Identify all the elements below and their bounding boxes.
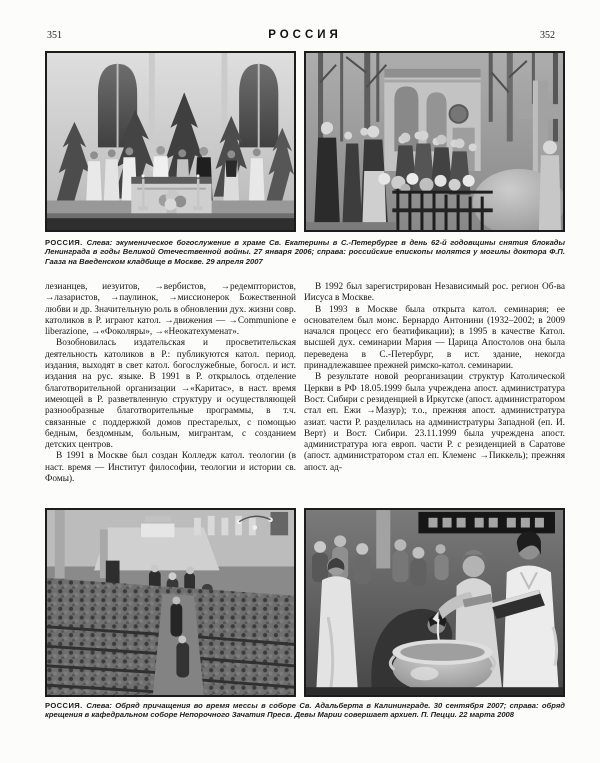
paragraph: В результате новой реорганизации структур Католической Церкви в РФ 18.05.1999 была учреждена апост. администратура Вост. Сибири с резиденцией в Иркутске (апост. администратором стал еп. Ежи →Мазур); т.о., прежняя апост. администратура азиат. части Р. разделилась на администратуры Западной (еп. И. Верт) и Вост. Сибири. 23.11.1999 была учреждена апост. администратура юга европ. части Р. с резиденцией в Саратове (апост. администратором стал еп. Клеменс →Пиккель); прежняя апост. ад- — [304, 372, 565, 473]
running-title: РОССИЯ — [268, 29, 342, 41]
photo-cemetery-prayer — [304, 51, 565, 232]
floor-shadow — [306, 687, 563, 695]
baptismal-font — [390, 640, 494, 694]
pillar — [376, 510, 390, 568]
church-service-photo — [47, 53, 294, 230]
paragraph: В 1992 был зарегистрирован Независимый рос. регион Об-ва Иисуса в Москве. — [304, 282, 565, 304]
right-column — [304, 282, 565, 485]
top-figure-row — [45, 51, 565, 232]
caption-label: РОССИЯ. — [45, 238, 87, 247]
photo-ecumenical-service — [45, 51, 296, 232]
wall-painting — [270, 512, 288, 535]
caption-text: Слева: Обряд причащения во время мессы в соборе Св. Адальберта в Калининграде. 30 сентября 2007; справа: обряд крещения в кафедральном соборе Непорочного Зачатия Пресв. Девы Марии совершает архиеп. П. Пецци. 22 марта 2008 — [45, 701, 565, 720]
left-column — [45, 282, 296, 485]
paragraph: В 1993 в Москве была открыта катол. семинария; ее основателем был монс. Бернардо Антонини (1932–2002; в 2009 начался процесс его беатификации); в 1995 в качестве Катол. высшей дух. семинарии Мария — Царица Апостолов она была переведена в С.-Петербург, в ист. здание, некогда принадлежавшее прежней римско-катол. семинарии. — [304, 304, 565, 372]
caption-text: Слева: экуменическое богослужение в храме Св. Екатерины в С.-Петербурге в день 62-й годовщины снятия блокады Ленинграда в годы Великой Отечественной войны. 27 января 2006; справа: российские епископы молятся у могилы доктора Ф.П. Гааза на Введенском кладбище в Москве. 29 апреля 2007 — [45, 238, 565, 266]
bottom-caption — [45, 701, 565, 720]
page-number-left: 351 — [47, 30, 62, 41]
ground — [306, 222, 396, 230]
paragraph: лезианцев, иезуитов, →вербистов, →редемптористов, →лазаристов, →паулинок, →миссионерок Божественной любви и др. Значительную роль в обновлении дух. жизни совр. католиков в Р. играют катол. →движения — →Communione e liberazione, →«Фоколяры», →«Неокатехуменат». — [45, 282, 296, 338]
top-caption — [45, 238, 565, 266]
cemetery-photo — [306, 53, 563, 230]
inscription-banner — [418, 512, 555, 533]
caption-label: РОССИЯ. — [45, 701, 87, 710]
photo-mass-communion — [45, 508, 296, 697]
paragraph: Возобновилась издательская и просветительская деятельность католиков в Р.: публикуются катол. период. издания, выходят в свет катол. богослужебные, богосл. и ист. издания на рус. языке. В 1991 в Р. открылось отделение благотворительной организации →«Каритас», в наст. время имеющей в Р. разветвленную структуру и осуществляющей разнообразные благотворительные программы, в т.ч. связанные с поддержкой домов престарелых, с помощью бедным, бездомным, больным, мигрантам, с созданием детских центров. — [45, 338, 296, 451]
photo-baptism — [304, 508, 565, 697]
altar-steps — [47, 213, 294, 230]
page-number-right: 352 — [540, 30, 555, 41]
paragraph: В 1991 в Москве был создан Колледж катол. теологии (в наст. время — Институт философии, теологии и истории св. Фомы). — [45, 451, 296, 485]
body-text — [45, 282, 565, 485]
page-header — [45, 27, 565, 45]
man-in-dark-coat — [314, 138, 340, 230]
bottom-figure-row — [45, 508, 565, 697]
baptism-photo — [306, 510, 563, 695]
mass-from-above-photo — [47, 510, 294, 695]
